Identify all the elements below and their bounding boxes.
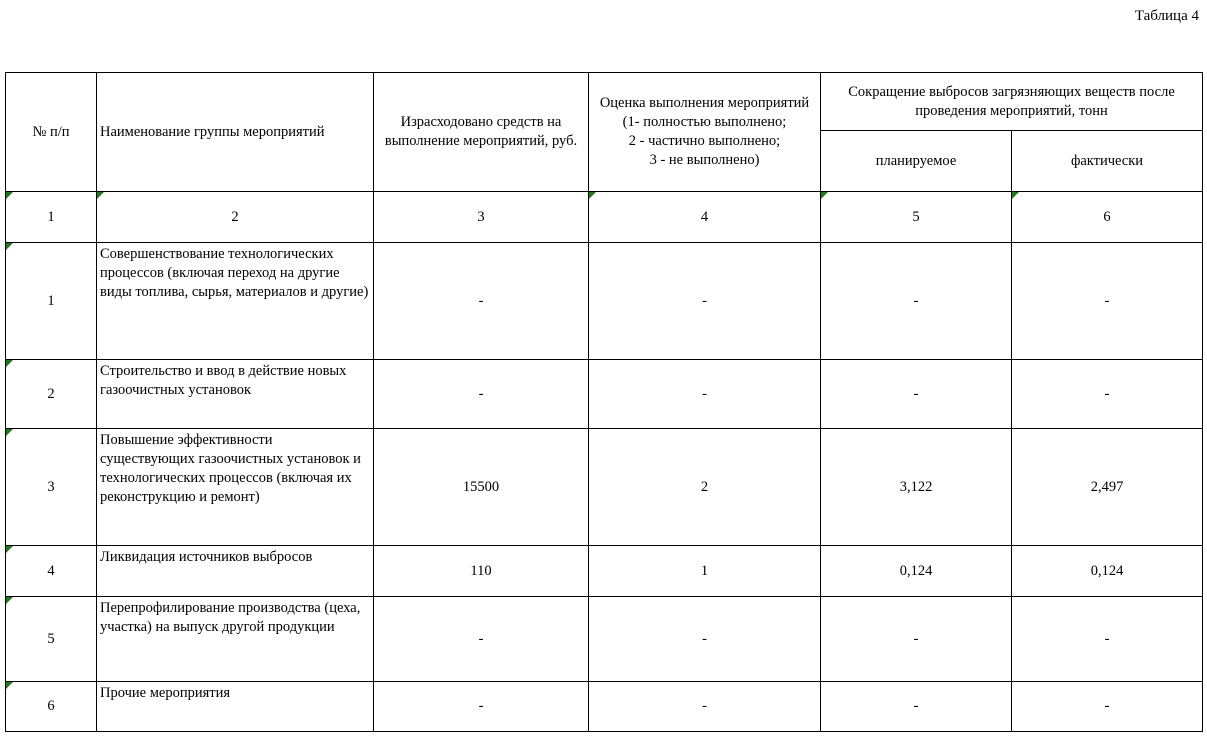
- header-assessment: Оценка выполнения мероприятий (1- полностью выполнено; 2 - частично выполнено; 3 - не выполнено): [589, 73, 821, 192]
- table-row: [6, 546, 1203, 597]
- table-row: [6, 429, 1203, 546]
- header-num: № п/п: [6, 73, 97, 192]
- row-planned: -: [821, 243, 1012, 360]
- index-row: [6, 192, 1203, 243]
- row-spent: 15500: [374, 429, 589, 546]
- row-actual: -: [1012, 243, 1203, 360]
- header-planned: планируемое: [821, 131, 1012, 192]
- index-cell: 3: [374, 192, 589, 243]
- header-spent: Израсходовано средств на выполнение мероприятий, руб.: [374, 73, 589, 192]
- row-planned: -: [821, 360, 1012, 429]
- row-name: Ликвидация источников выбросов: [97, 546, 374, 597]
- measures-table: [5, 72, 1203, 732]
- row-planned: -: [821, 682, 1012, 732]
- row-name: Повышение эффективности существующих газоочистных установок и технологических процессов (включая их реконструкцию и ремонт): [97, 429, 374, 546]
- table-row: [6, 682, 1203, 732]
- table-row: [6, 243, 1203, 360]
- row-spent: 110: [374, 546, 589, 597]
- row-planned: 3,122: [821, 429, 1012, 546]
- table-row: [6, 597, 1203, 682]
- row-num: 5: [6, 597, 97, 682]
- row-actual: -: [1012, 597, 1203, 682]
- table-row: [6, 360, 1203, 429]
- row-spent: -: [374, 243, 589, 360]
- index-cell: 6: [1012, 192, 1203, 243]
- row-assessment: -: [589, 597, 821, 682]
- row-actual: -: [1012, 682, 1203, 732]
- header-row: [6, 73, 1203, 131]
- header-name: Наименование группы мероприятий: [97, 73, 374, 192]
- row-assessment: -: [589, 682, 821, 732]
- index-cell: 5: [821, 192, 1012, 243]
- row-assessment: -: [589, 243, 821, 360]
- header-actual: фактически: [1012, 131, 1203, 192]
- row-spent: -: [374, 360, 589, 429]
- row-name: Строительство и ввод в действие новых газоочистных установок: [97, 360, 374, 429]
- row-spent: -: [374, 597, 589, 682]
- table-caption: Таблица 4: [1134, 8, 1199, 24]
- row-num: 3: [6, 429, 97, 546]
- row-name: Перепрофилирование производства (цеха, участка) на выпуск другой продукции: [97, 597, 374, 682]
- index-cell: 1: [6, 192, 97, 243]
- index-cell: 2: [97, 192, 374, 243]
- row-name: Совершенствование технологических процессов (включая переход на другие виды топлива, сырья, материалов и другие): [97, 243, 374, 360]
- row-planned: -: [821, 597, 1012, 682]
- header-reduction: Сокращение выбросов загрязняющих веществ после проведения мероприятий, тонн: [821, 73, 1203, 131]
- row-actual: 2,497: [1012, 429, 1203, 546]
- row-num: 4: [6, 546, 97, 597]
- row-assessment: 2: [589, 429, 821, 546]
- row-assessment: -: [589, 360, 821, 429]
- row-actual: 0,124: [1012, 546, 1203, 597]
- index-cell: 4: [589, 192, 821, 243]
- row-spent: -: [374, 682, 589, 732]
- row-num: 2: [6, 360, 97, 429]
- row-assessment: 1: [589, 546, 821, 597]
- row-name: Прочие мероприятия: [97, 682, 374, 732]
- row-planned: 0,124: [821, 546, 1012, 597]
- row-num: 6: [6, 682, 97, 732]
- row-actual: -: [1012, 360, 1203, 429]
- row-num: 1: [6, 243, 97, 360]
